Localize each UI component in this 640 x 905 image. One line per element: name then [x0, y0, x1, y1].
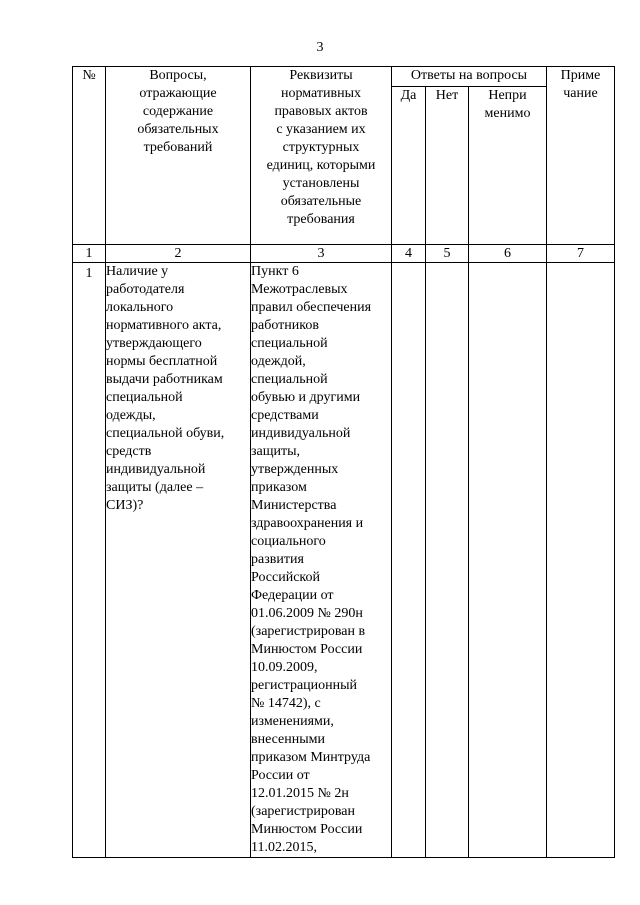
question-line: нормы бесплатной [106, 354, 218, 369]
requisites-line: здравоохранения и [251, 516, 364, 531]
question-line: Наличие у [106, 264, 169, 279]
answer-no-cell[interactable] [426, 263, 469, 858]
requisites-line: регистрационный [251, 678, 358, 693]
question-line: одежды, [106, 408, 156, 423]
requisites-line: Федерации от [251, 588, 334, 603]
header-requisites-line: требования [287, 212, 355, 227]
header-cell-requisites [251, 67, 392, 245]
header-cell-no [426, 87, 469, 245]
header-cell-notes [547, 67, 615, 245]
header-questions-line: содержание [142, 104, 214, 119]
question-line: индивидуальной [106, 462, 206, 477]
header-requisites-line: Реквизиты [289, 68, 353, 83]
requisites-line: внесенными [251, 732, 326, 747]
notes-cell[interactable] [547, 263, 615, 858]
question-line: нормативного акта, [106, 318, 222, 333]
row-number-cell [73, 263, 106, 858]
requirements-checklist-table [72, 66, 615, 858]
question-line: работодателя [106, 282, 185, 297]
header-requisites-line: правовых актов [274, 104, 368, 119]
requisites-line: приказом Минтруда [251, 750, 371, 765]
header-requisites-line: с указанием их [276, 122, 366, 137]
column-number-cell: 7 [547, 245, 615, 263]
requisites-line: 12.01.2015 № 2н [251, 786, 349, 801]
requisites-line: № 14742), с [251, 696, 321, 711]
column-number-cell: 3 [251, 245, 392, 263]
requisites-line: правил обеспечения [251, 300, 372, 315]
requisites-line: Минюстом России [251, 642, 363, 657]
requisites-line: развития [251, 552, 304, 567]
requisites-line: социального [251, 534, 326, 549]
requisites-line: России от [251, 768, 310, 783]
column-number-row [73, 245, 615, 263]
requisites-line: одеждой, [251, 354, 306, 369]
header-questions-line: требований [143, 140, 213, 155]
question-line: специальной обуви, [106, 426, 225, 441]
requisites-line: (зарегистрирован в [251, 624, 366, 639]
table-row [73, 263, 615, 858]
header-notes-line: Приме [560, 68, 601, 83]
header-cell-yes [392, 87, 426, 245]
header-answers-label: Ответы на вопросы [410, 68, 528, 83]
requisites-line: 10.09.2009, [251, 660, 318, 675]
answer-yes-cell[interactable] [392, 263, 426, 858]
requisites-line: средствами [251, 408, 319, 423]
header-cell-number [73, 67, 106, 245]
requisites-line: изменениями, [251, 714, 334, 729]
page-number: 3 [316, 40, 324, 55]
header-requisites-line: обязательные [280, 194, 362, 209]
answer-not-applicable-cell[interactable] [469, 263, 547, 858]
requisites-line: Российской [251, 570, 320, 585]
requisites-line: обувью и другими [251, 390, 361, 405]
requisites-line: работников [251, 318, 319, 333]
question-line: СИЗ)? [106, 498, 144, 513]
header-requisites-line: структурных [282, 140, 360, 155]
requisites-line: приказом [251, 480, 307, 495]
requisites-line: утвержденных [251, 462, 339, 477]
header-number-label: № [82, 68, 96, 83]
header-cell-questions [106, 67, 251, 245]
question-line: локального [106, 300, 174, 315]
header-notes-line: чание [563, 86, 598, 101]
column-number-cell: 4 [392, 245, 426, 263]
question-line: выдачи работникам [106, 372, 223, 387]
header-requisites-line: нормативных [280, 86, 361, 101]
header-cell-answers [392, 67, 547, 87]
requisites-line: Минюстом России [251, 822, 363, 837]
header-questions-line: обязательных [137, 122, 219, 137]
requisites-line: Министерства [251, 498, 337, 513]
requisites-line: защиты, [251, 444, 301, 459]
question-line: специальной [106, 390, 183, 405]
column-number-cell: 5 [426, 245, 469, 263]
requisites-line: Пункт 6 [251, 264, 299, 279]
header-cell-not-applicable [469, 87, 547, 245]
column-number-cell: 6 [469, 245, 547, 263]
column-number-cell: 2 [106, 245, 251, 263]
header-questions-line: отражающие [139, 86, 217, 101]
header-no-label: Нет [435, 88, 459, 103]
question-cell [106, 263, 251, 858]
question-line: утверждающего [106, 336, 202, 351]
header-yes-label: Да [400, 88, 417, 103]
requisites-cell [251, 263, 392, 858]
header-requisites-line: установлены [282, 176, 360, 191]
requisites-line: 01.06.2009 № 290н [251, 606, 363, 621]
header-questions-line: Вопросы, [149, 68, 207, 83]
header-na-line: менимо [484, 106, 531, 121]
requisites-line: Межотраслевых [251, 282, 348, 297]
question-line: средств [106, 444, 152, 459]
requisites-line: (зарегистрирован [251, 804, 355, 819]
row-number: 1 [85, 266, 93, 281]
header-na-line: Непри [488, 88, 527, 103]
requisites-line: специальной [251, 372, 328, 387]
requisites-line: специальной [251, 336, 328, 351]
requisites-line: 11.02.2015, [251, 840, 317, 855]
column-number-cell: 1 [73, 245, 106, 263]
question-line: защиты (далее – [106, 480, 204, 495]
requisites-line: индивидуальной [251, 426, 351, 441]
header-requisites-line: единиц, которыми [266, 158, 376, 173]
